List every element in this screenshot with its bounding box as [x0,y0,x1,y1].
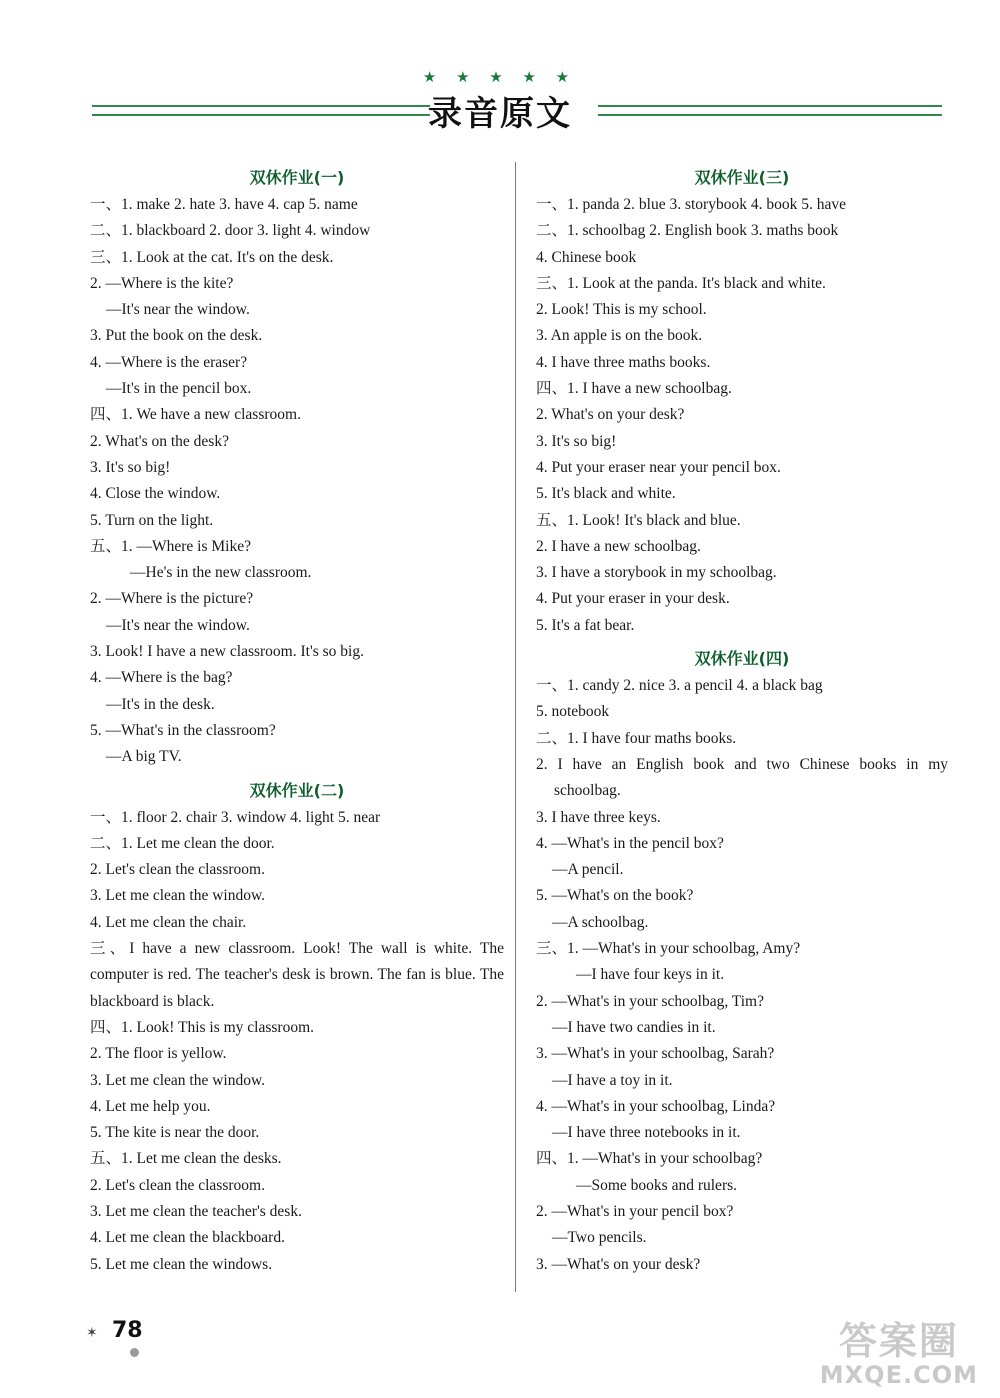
transcript-line: 4. I have three maths books. [536,353,711,371]
page-number: 78 [112,1318,143,1343]
transcript-line: 4. Put your eraser near your pencil box. [536,458,781,476]
transcript-line: 3. I have a storybook in my schoolbag. [536,564,777,582]
transcript-line: 三、1. —What's in your schoolbag, Amy? [536,940,801,958]
transcript-line: 3. It's so big! [536,432,617,450]
star-icon: ✶ [86,1326,98,1341]
transcript-line: 四、1. I have a new schoolbag. [536,380,732,398]
transcript-line: 4. —What's in your schoolbag, Linda? [536,1097,776,1115]
transcript-line: 四、1. We have a new classroom. [90,406,301,424]
transcript-line: 4. —Where is the bag? [90,669,233,687]
transcript-line: 五、1. Let me clean the desks. [90,1150,282,1168]
transcript-line: 4. Let me clean the chair. [90,913,247,931]
transcript-line: 4. Let me help you. [90,1097,211,1115]
transcript-line: 二、1. I have four maths books. [536,729,737,747]
transcript-line: —A pencil. [552,861,624,879]
transcript-line: 二、1. Let me clean the door. [90,834,275,852]
transcript-line: 4. Close the window. [90,485,221,503]
transcript-line: —Some books and rulers. [576,1176,738,1194]
left-column [90,158,504,1278]
transcript-line: 2. —What's in your schoolbag, Tim? [536,992,764,1010]
transcript-line: 3. Look! I have a new classroom. It's so big. [90,643,364,661]
page-title: 录音原文 [428,94,572,134]
transcript-line: 5. Let me clean the windows. [90,1255,273,1273]
transcript-line: 3. It's so big! [90,458,171,476]
column-divider [515,162,516,1292]
transcript-line: 二、1. schoolbag 2. English book 3. maths book [536,222,839,240]
transcript-line: —It's near the window. [106,616,250,634]
transcript-line: —It's in the pencil box. [106,380,252,398]
transcript-line: —I have a toy in it. [552,1071,673,1089]
section-title: 双休作业(三) [694,168,790,187]
watermark-text-bottom: MXQE.COM [819,1361,978,1389]
transcript-line: 五、1. —Where is Mike? [90,537,251,555]
transcript-line: 2. What's on your desk? [536,406,685,424]
section-title: 双休作业(一) [249,168,345,187]
transcript-line: 3. —What's in your schoolbag, Sarah? [536,1045,775,1063]
page-footer [86,1318,166,1358]
transcript-line: 4. —Where is the eraser? [90,353,248,371]
transcript-line: —A schoolbag. [552,913,649,931]
transcript-line: 3. I have three keys. [536,808,661,826]
transcript-line: 5. notebook [536,703,610,721]
transcript-line: 3. —What's on your desk? [536,1255,701,1273]
transcript-line: —He's in the new classroom. [130,564,312,582]
transcript-line: 5. The kite is near the door. [90,1124,260,1142]
section-title: 双休作业(四) [694,649,790,669]
transcript-line: 4. Let me clean the blackboard. [90,1229,285,1247]
transcript-line: 2. —What's in your pencil box? [536,1202,734,1220]
transcript-line: 5. —What's on the book? [536,887,694,905]
transcript-line: —I have four keys in it. [576,966,725,984]
decorative-stars: ★ ★ ★ ★ ★ [422,70,578,86]
transcript-line: 3. Let me clean the window. [90,1071,266,1089]
transcript-line: 3. Put the book on the desk. [90,327,263,345]
transcript-line: 2. Let's clean the classroom. [90,861,265,879]
transcript-line: 2. —Where is the picture? [90,590,254,608]
transcript-line: 3. Let me clean the teacher's desk. [90,1202,302,1220]
transcript-line: —Two pencils. [552,1229,647,1247]
transcript-line: 一、1. panda 2. blue 3. storybook 4. book 5. have [536,196,846,213]
page-header [0,62,1000,142]
right-column [536,158,948,1278]
transcript-line: 2. Let's clean the classroom. [90,1176,265,1194]
transcript-line: 5. —What's in the classroom? [90,721,276,739]
transcript-line: 四、1. Look! This is my classroom. [90,1018,315,1036]
transcript-line: —I have three notebooks in it. [552,1124,741,1142]
transcript-line: 2. What's on the desk? [90,432,229,450]
transcript-line: 3. An apple is on the book. [536,327,703,345]
transcript-line: 三、1. Look at the panda. It's black and white. [536,274,826,292]
transcript-line: 4. —What's in the pencil box? [536,834,724,852]
transcript-line: 5. It's a fat bear. [536,616,635,634]
transcript-line: 2. —Where is the kite? [90,274,234,292]
transcript-line: —It's in the desk. [106,695,215,713]
transcript-line: 5. It's black and white. [536,485,676,503]
watermark-text-top: 答案圈 [838,1319,959,1363]
transcript-line: 5. Turn on the light. [90,511,214,529]
transcript-line: 3. Let me clean the window. [90,887,266,905]
transcript-line: 一、1. candy 2. nice 3. a pencil 4. a black bag [536,677,823,695]
transcript-line: 2. The floor is yellow. [90,1045,227,1063]
transcript-line: —It's near the window. [106,301,250,319]
transcript-line: 二、1. blackboard 2. door 3. light 4. window [90,222,371,240]
transcript-line: 2. I have a new schoolbag. [536,537,701,555]
transcript-line: 4. Chinese book [536,248,637,266]
transcript-line: 2. Look! This is my school. [536,301,707,319]
transcript-line: 三、1. Look at the cat. It's on the desk. [90,248,334,266]
transcript-line: 2. I have an English book and two Chinese books in my schoolbag. [536,755,948,800]
transcript-line: 4. Put your eraser in your desk. [536,590,730,608]
watermark-logo [820,1310,978,1389]
transcript-line: —A big TV. [106,748,182,766]
transcript-line: 一、1. make 2. hate 3. have 4. cap 5. name [90,196,358,213]
transcript-line: 一、1. floor 2. chair 3. window 4. light 5. near [90,808,381,826]
transcript-line: 五、1. Look! It's black and blue. [536,511,741,529]
section-title: 双休作业(二) [249,780,345,800]
transcript-line: 三、I have a new classroom. Look! The wall is white. The computer is red. The teacher's desk is brown. The fan is blue. The blackboard is black. [90,940,504,1010]
transcript-line: —I have two candies in it. [552,1018,716,1036]
transcript-line: 四、1. —What's in your schoolbag? [536,1150,763,1168]
dot-icon [130,1348,139,1357]
